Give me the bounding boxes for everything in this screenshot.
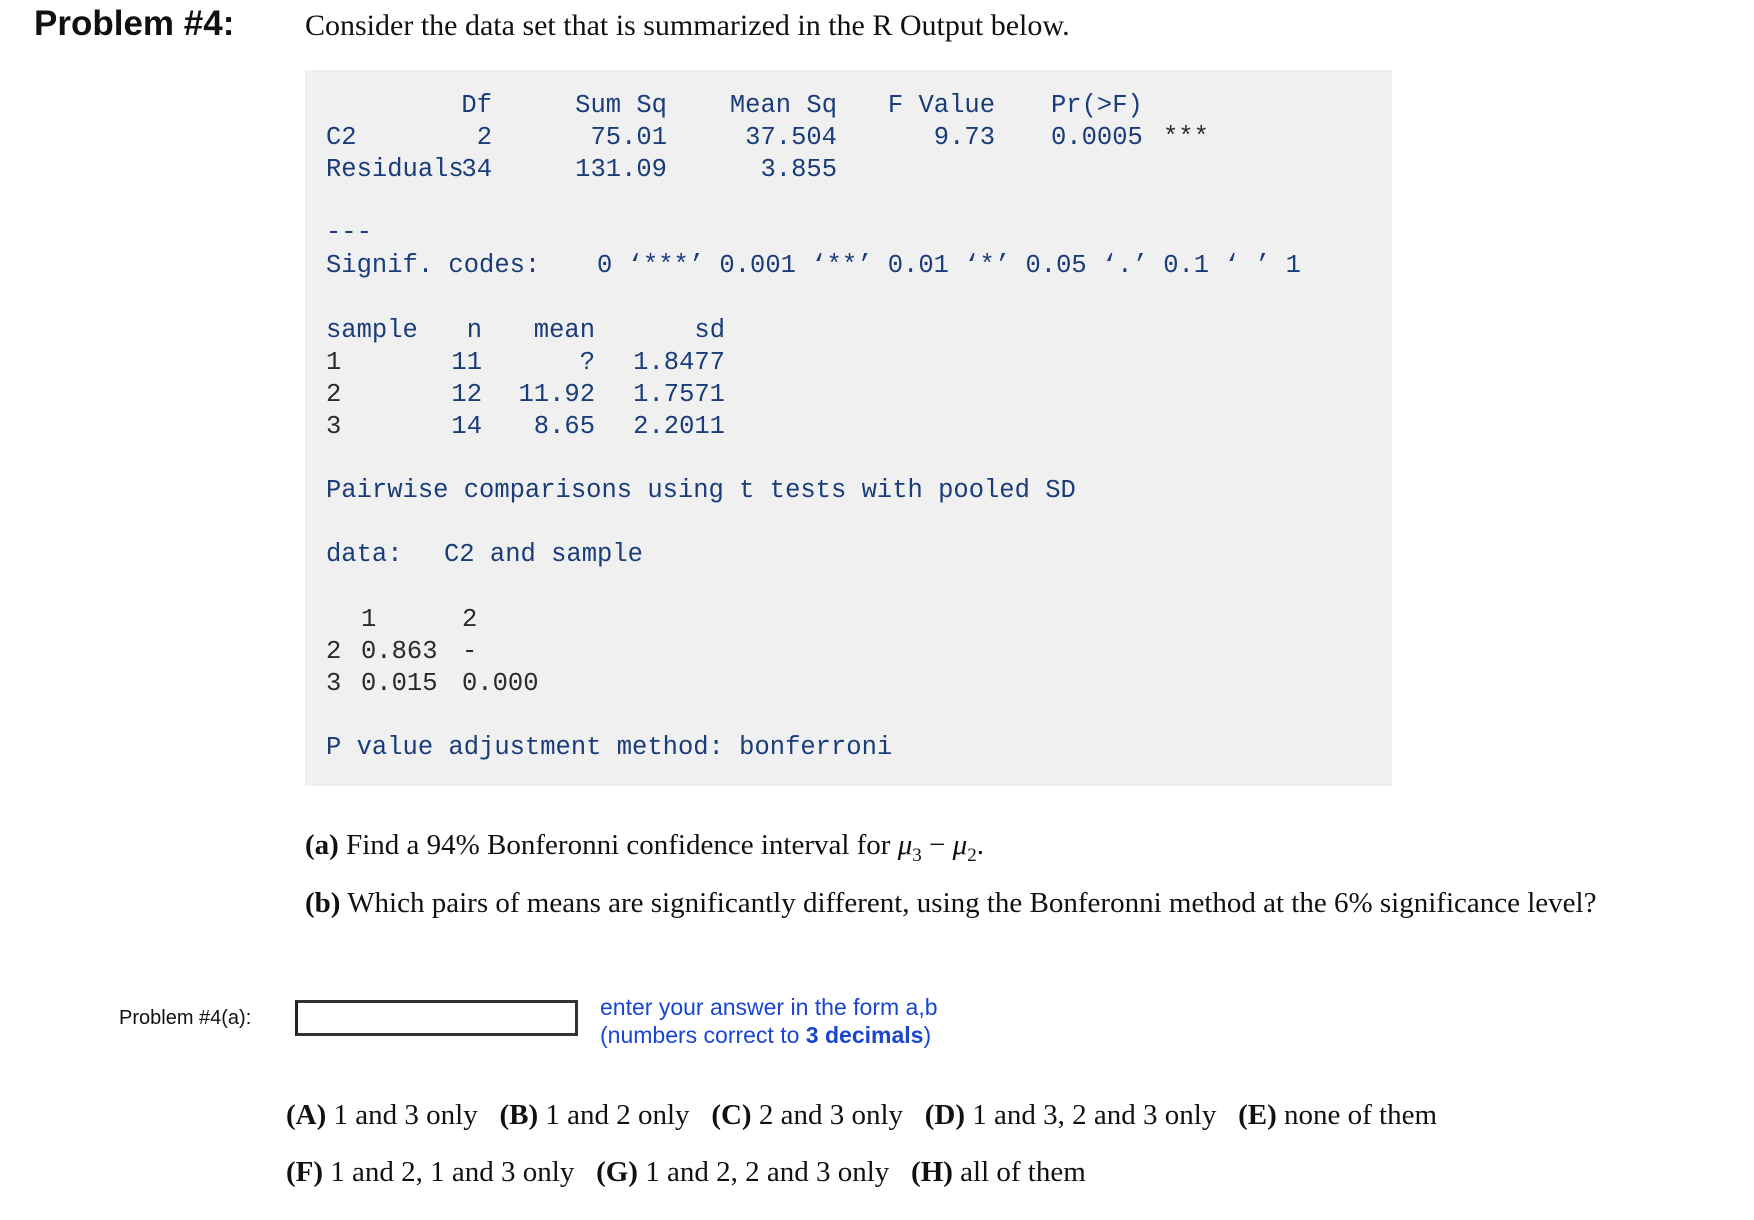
answer-label: Problem #4(a): xyxy=(119,1007,252,1029)
summary-header-n: n xyxy=(466,316,482,345)
p-adjustment-method: P value adjustment method: bonferroni xyxy=(326,733,893,762)
hint-line2-pre: (numbers correct to xyxy=(600,1022,806,1048)
anova-cell-df: 2 xyxy=(476,123,492,152)
summary-header-mean: mean xyxy=(533,316,595,345)
pairwise-cell: 0.863 xyxy=(361,637,438,666)
question-a-label: (a) xyxy=(305,829,339,861)
anova-cell-meansq: 3.855 xyxy=(760,155,837,184)
pairwise-row-label: 3 xyxy=(326,669,342,698)
answer-hint xyxy=(600,993,938,1049)
anova-cell-sumsq: 75.01 xyxy=(590,123,667,152)
choice-d xyxy=(925,1099,1217,1131)
summary-cell-n: 11 xyxy=(451,348,482,377)
choice-text: 1 and 2, 2 and 3 only xyxy=(645,1156,890,1188)
choice-text: 2 and 3 only xyxy=(758,1099,904,1131)
choice-text: none of them xyxy=(1284,1099,1438,1131)
choice-c xyxy=(711,1099,903,1131)
anova-header-sumsq: Sum Sq xyxy=(575,91,667,120)
output-divider: --- xyxy=(326,218,372,247)
pairwise-cell: - xyxy=(462,637,478,666)
choice-g xyxy=(596,1156,889,1188)
summary-cell-sample: 1 xyxy=(326,348,342,377)
pairwise-col-header: 1 xyxy=(361,605,377,634)
choice-text: 1 and 3, 2 and 3 only xyxy=(972,1099,1217,1131)
anova-header-pr: Pr(>F) xyxy=(1051,91,1143,120)
subscript: 3 xyxy=(912,844,922,866)
question-b-label: (b) xyxy=(305,887,341,919)
hint-line2-bold: 3 decimals xyxy=(805,1022,924,1048)
mu-symbol: μ xyxy=(897,829,913,861)
summary-cell-sample: 2 xyxy=(326,380,342,409)
choice-text: 1 and 2 only xyxy=(545,1099,690,1131)
pairwise-data-value: C2 and sample xyxy=(444,540,643,569)
choice-f xyxy=(286,1156,574,1188)
anova-row-name: C2 xyxy=(326,123,357,152)
choices-row-1 xyxy=(286,1096,1437,1134)
hint-line2-post: ) xyxy=(923,1022,932,1048)
summary-cell-mean: 11.92 xyxy=(518,380,595,409)
summary-cell-sd: 1.7571 xyxy=(633,380,725,409)
pairwise-row-label: 2 xyxy=(326,637,342,666)
choice-a xyxy=(286,1099,478,1131)
question-a xyxy=(305,826,984,875)
answer-input[interactable] xyxy=(295,1000,578,1036)
problem-number: Problem #4: xyxy=(34,4,235,43)
summary-header-sd: sd xyxy=(694,316,725,345)
summary-cell-sd: 1.8477 xyxy=(633,348,725,377)
pairwise-cell: 0.015 xyxy=(361,669,438,698)
anova-header-meansq: Mean Sq xyxy=(729,91,837,120)
anova-header-fvalue: F Value xyxy=(887,91,995,120)
signif-codes: 0 ‘***’ 0.001 ‘**’ 0.01 ‘*’ 0.05 ‘.’ 0.1 ‘ ’ 1 xyxy=(597,251,1301,280)
choice-h xyxy=(911,1156,1086,1188)
choice-key: (C) xyxy=(711,1099,752,1131)
anova-row-name: Residuals xyxy=(326,155,464,184)
pairwise-cell: 0.000 xyxy=(462,669,539,698)
choice-key: (H) xyxy=(911,1156,953,1188)
choice-key: (B) xyxy=(499,1099,539,1131)
choice-key: (D) xyxy=(924,1099,966,1131)
question-b xyxy=(305,884,1596,922)
anova-cell-pr: 0.0005 xyxy=(1051,123,1143,152)
summary-cell-n: 12 xyxy=(451,380,482,409)
choice-key: (E) xyxy=(1238,1099,1277,1131)
choice-text: 1 and 2, 1 and 3 only xyxy=(330,1156,575,1188)
pairwise-data-label: data: xyxy=(326,540,403,569)
choice-text: 1 and 3 only xyxy=(333,1099,478,1131)
r-output-box xyxy=(305,70,1392,786)
choice-b xyxy=(499,1099,689,1131)
summary-cell-mean: ? xyxy=(579,348,595,377)
minus-sign: − xyxy=(921,829,953,861)
pairwise-heading: Pairwise comparisons using t tests with pooled SD xyxy=(326,476,1076,505)
choice-e xyxy=(1238,1099,1437,1131)
pairwise-col-header: 2 xyxy=(462,605,478,634)
question-b-text: Which pairs of means are significantly different, using the Bonferonni method at the 6% significance level? xyxy=(347,887,1597,919)
anova-cell-df: 34 xyxy=(461,155,492,184)
anova-cell-stars: *** xyxy=(1163,123,1209,152)
anova-cell-meansq: 37.504 xyxy=(745,123,837,152)
question-a-text: Find a 94% Bonferonni confidence interval for xyxy=(346,829,891,861)
choice-key: (A) xyxy=(286,1099,327,1131)
choice-key: (G) xyxy=(596,1156,638,1188)
summary-cell-sd: 2.2011 xyxy=(633,412,725,441)
summary-cell-n: 14 xyxy=(451,412,482,441)
period: . xyxy=(976,829,984,861)
mu-symbol: μ xyxy=(952,829,968,861)
signif-codes-label: Signif. codes: xyxy=(326,251,541,280)
anova-header-df: Df xyxy=(461,91,492,120)
subscript: 2 xyxy=(967,844,977,866)
summary-cell-mean: 8.65 xyxy=(533,412,595,441)
choice-key: (F) xyxy=(286,1156,324,1188)
choices-row-2 xyxy=(286,1153,1086,1191)
summary-cell-sample: 3 xyxy=(326,412,342,441)
summary-header-sample: sample xyxy=(326,316,418,345)
problem-statement: Consider the data set that is summarized in the R Output below. xyxy=(305,9,1070,42)
anova-cell-sumsq: 131.09 xyxy=(575,155,667,184)
hint-line1: enter your answer in the form a,b xyxy=(600,994,938,1020)
anova-cell-fvalue: 9.73 xyxy=(933,123,995,152)
choice-text: all of them xyxy=(960,1156,1086,1188)
